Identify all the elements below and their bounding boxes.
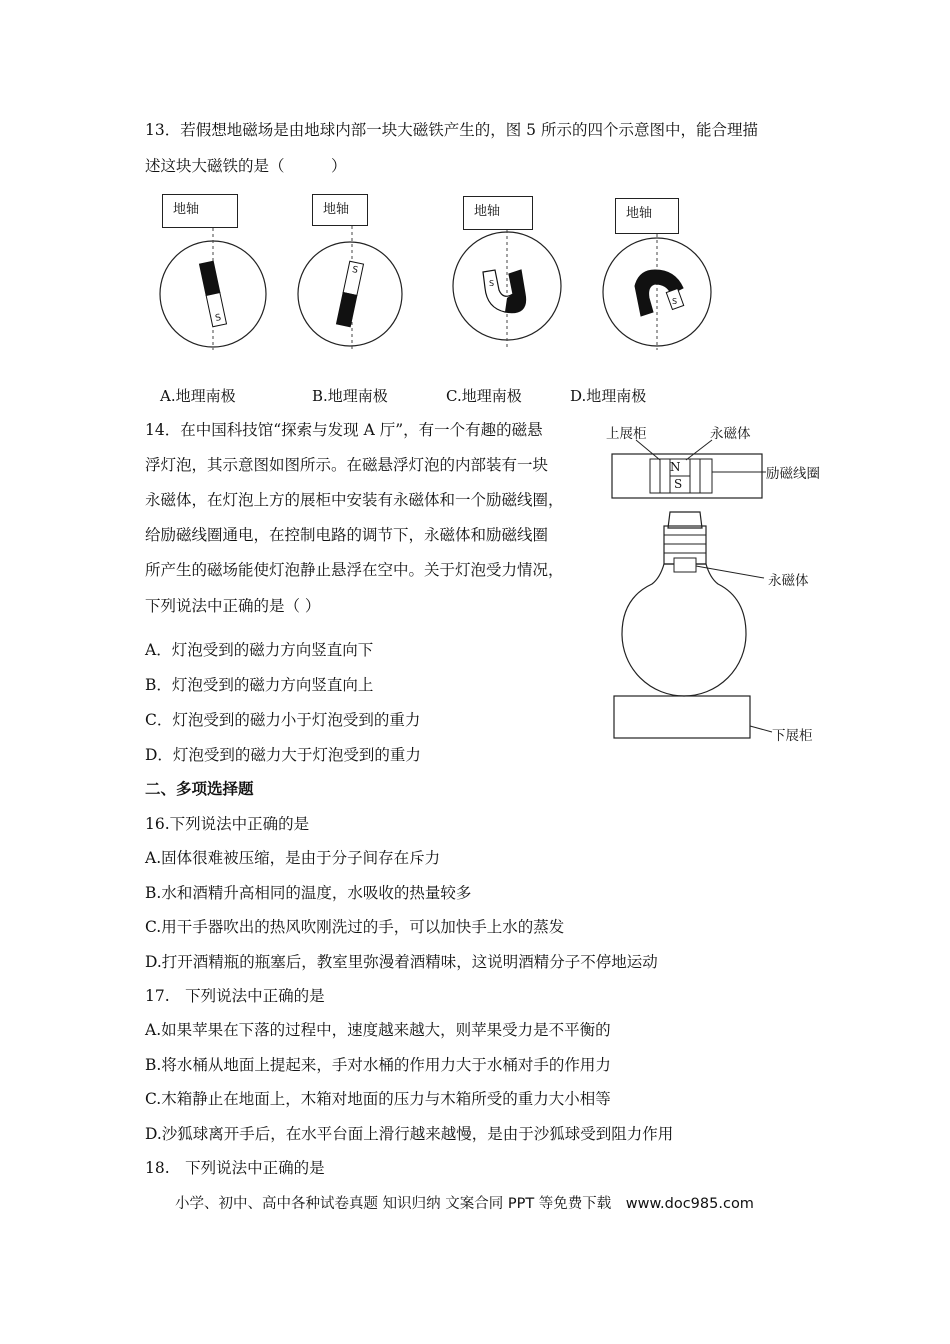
q14-option-c[interactable]: C．灯泡受到的磁力小于灯泡受到的重力 — [145, 711, 421, 729]
q14-stem-line-6: 下列说法中正确的是（ ） — [145, 597, 321, 615]
q13-option-b[interactable]: B.地理南极 — [312, 387, 388, 405]
q18-stem: 18. 下列说法中正确的是 — [145, 1159, 325, 1177]
q16-option-b[interactable]: B.水和酒精升高相同的温度，水吸收的热量较多 — [145, 884, 472, 902]
q16-stem: 16.下列说法中正确的是 — [145, 815, 310, 833]
svg-text:S: S — [214, 312, 223, 324]
q13-figure-a — [150, 190, 270, 355]
earth-magnet-diagram-b — [290, 190, 410, 355]
svg-text:S: S — [489, 279, 495, 288]
axis-label-box: 地轴 — [615, 198, 679, 234]
svg-text:S: S — [672, 297, 678, 306]
q13-stem-line-2: 述这块大磁铁的是（ ） — [145, 157, 347, 175]
q13-figure-c — [445, 190, 575, 355]
axis-label-box: 地轴 — [312, 194, 368, 226]
q14-option-a[interactable]: A．灯泡受到的磁力方向竖直向下 — [145, 641, 374, 659]
q17-stem: 17. 下列说法中正确的是 — [145, 987, 325, 1005]
upper-cabinet-label: 上展柜 — [606, 426, 647, 442]
svg-text:S: S — [351, 265, 359, 277]
earth-magnet-diagram-c — [445, 190, 575, 355]
q14-option-b[interactable]: B．灯泡受到的磁力方向竖直向上 — [145, 676, 374, 694]
q16-option-c[interactable]: C.用干手器吹出的热风吹刚洗过的手，可以加快手上水的蒸发 — [145, 918, 565, 936]
top-magnet-label: 永磁体 — [710, 426, 751, 442]
q13-option-d[interactable]: D.地理南极 — [570, 387, 647, 405]
lower-cabinet-label: 下展柜 — [772, 728, 813, 744]
q16-option-d[interactable]: D.打开酒精瓶的瓶塞后，教室里弥漫着酒精味，这说明酒精分子不停地运动 — [145, 953, 658, 971]
magnet-n-label: N — [670, 460, 681, 474]
q17-option-d[interactable]: D.沙狐球离开手后，在水平台面上滑行越来越慢，是由于沙狐球受到阻力作用 — [145, 1125, 674, 1143]
q14-stem-line-3: 永磁体，在灯泡上方的展柜中安装有永磁体和一个励磁线圈， — [145, 491, 564, 509]
q14-stem-line-4: 给励磁线圈通电，在控制电路的调节下，永磁体和励磁线圈 — [145, 526, 549, 544]
magnet-s-label: S — [674, 477, 683, 491]
q14-stem-line-5: 所产生的磁场能使灯泡静止悬浮在空中。关于灯泡受力情况， — [145, 561, 564, 579]
q14-option-d[interactable]: D．灯泡受到的磁力大于灯泡受到的重力 — [145, 746, 421, 764]
bulb-magnet-label: 永磁体 — [768, 573, 809, 589]
earth-magnet-diagram-a — [150, 190, 270, 355]
q13-option-c[interactable]: C.地理南极 — [446, 387, 522, 405]
earth-magnet-diagram-d — [595, 190, 725, 355]
q13-figure-b — [290, 190, 410, 355]
q16-option-a[interactable]: A.固体很难被压缩，是由于分子间存在斥力 — [145, 849, 441, 867]
coil-label: 励磁线圈 — [766, 466, 820, 482]
page-footer: 小学、初中、高中各种试卷真题 知识归纳 文案合同 PPT 等免费下载 www.doc985.com — [175, 1196, 754, 1212]
q14-stem-line-2: 浮灯泡，其示意图如图所示。在磁悬浮灯泡的内部装有一块 — [145, 456, 549, 474]
q14-stem-line-1: 14．在中国科技馆“探索与发现 A 厅”，有一个有趣的磁悬 — [145, 421, 543, 439]
axis-label-box: 地轴 — [463, 196, 533, 230]
section-2-title: 二、多项选择题 — [145, 779, 254, 798]
axis-label-box: 地轴 — [162, 194, 238, 228]
q13-stem-line-1: 13．若假想地磁场是由地球内部一块大磁铁产生的，图 5 所示的四个示意图中，能合理描 — [145, 121, 758, 139]
maglev-bulb-diagram — [600, 418, 840, 748]
q13-option-a[interactable]: A.地理南极 — [160, 387, 236, 405]
q17-option-a[interactable]: A.如果苹果在下落的过程中，速度越来越大，则苹果受力是不平衡的 — [145, 1021, 611, 1039]
q17-option-c[interactable]: C.木箱静止在地面上，木箱对地面的压力与木箱所受的重力大小相等 — [145, 1090, 611, 1108]
q13-figure-d — [595, 190, 725, 355]
q17-option-b[interactable]: B.将水桶从地面上提起来，手对水桶的作用力大于水桶对手的作用力 — [145, 1056, 611, 1074]
